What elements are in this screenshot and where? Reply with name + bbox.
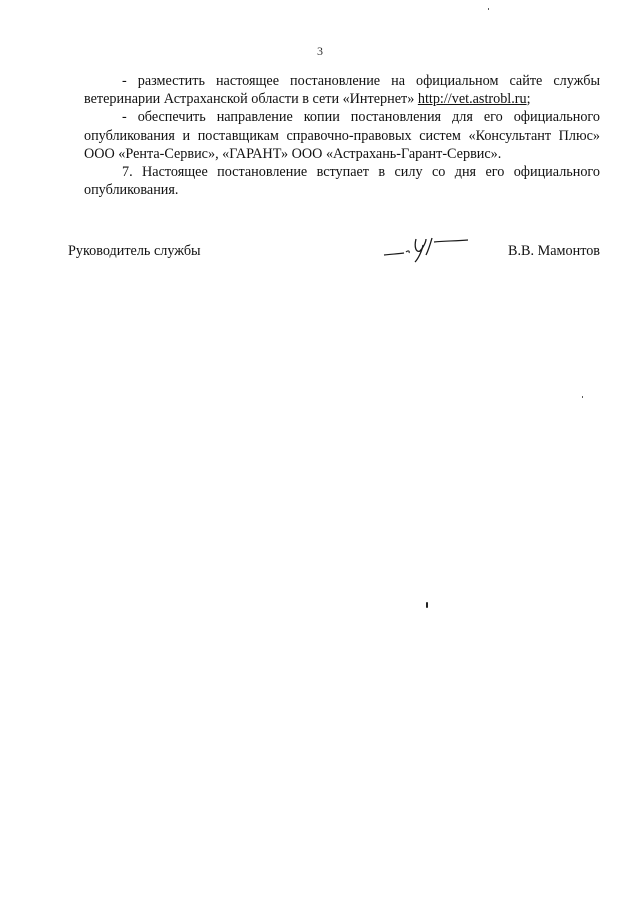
page-number: 3: [317, 44, 323, 58]
scan-speck: [488, 8, 489, 10]
paragraph-website-tail: ;: [526, 91, 531, 108]
paragraph-website-publication: [84, 72, 600, 108]
paragraph-website-text: - разместить настоящее постановление на официальном сайте службы ветеринарии Астраханской области в сети «Интернет»: [84, 73, 600, 108]
website-link[interactable]: http://vet.astrobl.ru: [417, 91, 527, 108]
signer-title: Руководитель службы: [68, 243, 201, 259]
paragraph-effective-date: 7. Настоящее постановление вступает в силу со дня его официального опубликования.: [84, 164, 600, 199]
document-body: [84, 72, 600, 199]
handwritten-signature: [382, 229, 472, 263]
signer-name: В.В. Мамонтов: [508, 243, 600, 259]
signature-block: [68, 243, 600, 273]
paragraph-legal-systems: - обеспечить направление копии постановления для его официального опубликования и поставщикам справочно-правовых систем «Консультант Плюс» ООО «Рента-Сервис», «ГАРАНТ» ООО «Астрахань-Гарант-Сервис».: [84, 109, 600, 162]
scan-speck: [582, 396, 583, 398]
scan-speck: [426, 602, 428, 608]
